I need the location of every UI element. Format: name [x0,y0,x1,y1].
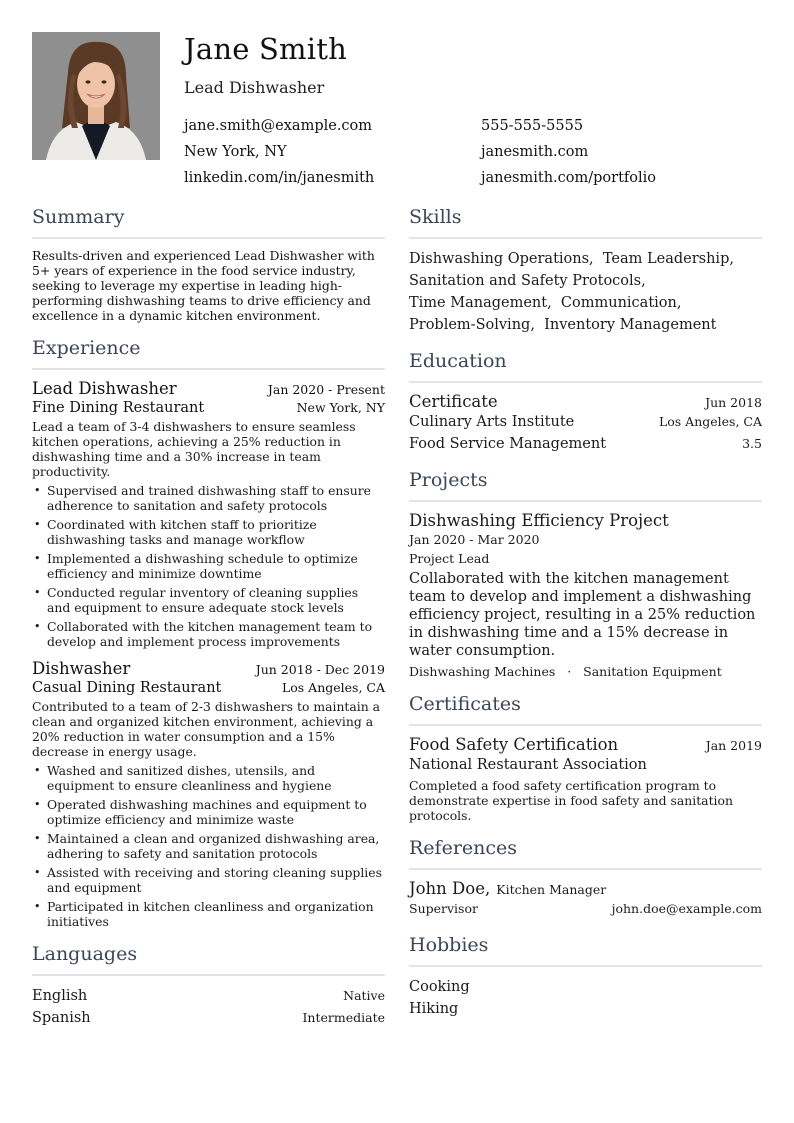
education-field: Food Service Management [409,436,607,452]
profile-photo-image [32,32,160,160]
job-company: Casual Dining Restaurant [32,680,222,696]
skill-item: Dishwashing Operations, [409,251,594,267]
language-row [32,1007,385,1029]
reference-role: Kitchen Manager [496,882,607,897]
languages-section [32,943,385,1029]
section-title-hobbies: Hobbies [409,934,762,967]
language-name: Spanish [32,1010,91,1026]
job-bullets [32,483,385,649]
job-bullet: • Collaborated with the kitchen management team to develop and implement process improvements [32,619,385,649]
education-location: Los Angeles, CA [658,414,762,429]
certificate-title: Food Safety Certification [409,735,619,754]
job-company: Fine Dining Restaurant [32,400,205,416]
left-column [32,206,385,1043]
job-bullet: • Participated in kitchen cleanliness and organization initiatives [32,899,385,929]
project-tag: Dishwashing Machines [409,664,556,679]
contact-left [184,113,374,191]
experience-section [32,337,385,929]
contact-location: New York, NY [184,144,287,160]
section-title-references: References [409,837,762,870]
education-section [409,350,762,455]
right-column [409,206,762,1034]
skill-item: Inventory Management [544,317,717,333]
job-bullet: • Coordinated with kitchen staff to prioritize dishwashing tasks and manage workflow [32,517,385,547]
skill-item: Time Management, [409,295,552,311]
job-description: Lead a team of 3-4 dishwashers to ensure seamless kitchen operations, achieving a 25% reduction in dishwashing time and a 30% increase in team productivity. [32,419,356,479]
project-tag: Sanitation Equipment [583,664,722,679]
certificate-date: Jan 2019 [705,738,762,753]
certificate-description: Completed a food safety certification program to demonstrate expertise in food safety and sanitation protocols. [409,778,733,823]
project-role: Project Lead [409,551,490,566]
skills-section [409,206,762,336]
job-bullet: • Conducted regular inventory of cleaning supplies and equipment to ensure adequate stock levels [32,585,385,615]
section-title-experience: Experience [32,337,385,370]
language-level: Intermediate [302,1010,385,1025]
job-bullet: • Washed and sanitized dishes, utensils, and equipment to ensure cleanliness and hygiene [32,763,385,793]
job-bullet: • Supervised and trained dishwashing staff to ensure adherence to sanitation and safety protocols [32,483,385,513]
job-description: Contributed to a team of 2-3 dishwashers to maintain a clean and organized kitchen environment, achieving a 20% reduction in water consumption and a 15% decrease in energy usage. [32,699,381,759]
contact-website[interactable]: janesmith.com [481,144,589,160]
project-description: Collaborated with the kitchen management team to develop and implement a dishwashing efficiency project, resulting in a 25% reduction in dishwashing time and a 15% decrease in water consumption. [409,571,756,659]
profile-photo [32,32,160,160]
skill-item: Sanitation and Safety Protocols, [409,273,646,289]
language-level: Native [343,988,385,1003]
section-title-summary: Summary [32,206,385,239]
contact-phone[interactable]: 555-555-5555 [481,118,584,134]
projects-section [409,469,762,679]
contact-portfolio[interactable]: janesmith.com/portfolio [481,170,657,186]
job-location: Los Angeles, CA [281,680,385,695]
reference-relation: Supervisor [409,901,478,916]
section-title-certificates: Certificates [409,693,762,726]
contact-right [481,113,656,191]
hobbies-section [409,934,762,1020]
education-gpa: 3.5 [742,436,762,451]
references-section [409,837,762,920]
job-location: New York, NY [296,400,385,415]
reference-email[interactable]: john.doe@example.com [611,901,762,916]
job-bullet: • Implemented a dishwashing schedule to optimize efficiency and minimize downtime [32,551,385,581]
job-bullet: • Operated dishwashing machines and equipment to optimize efficiency and minimize waste [32,797,385,827]
section-title-languages: Languages [32,943,385,976]
skill-item: Communication, [560,295,682,311]
hobby-item: Hiking [409,1001,459,1017]
job-title: Dishwasher [32,659,131,678]
section-title-education: Education [409,350,762,383]
education-date: Jun 2018 [705,395,762,410]
tag-separator: · [567,664,572,679]
project-dates: Jan 2020 - Mar 2020 [409,532,540,547]
certificate-issuer: National Restaurant Association [409,757,647,773]
skills-list [409,248,762,336]
job-dates: Jan 2020 - Present [267,382,385,397]
project-tags [409,664,762,679]
job-bullet: • Maintained a clean and organized dishwashing area, adhering to safety and sanitation protocols [32,831,385,861]
summary-section [32,206,385,323]
language-name: English [32,988,88,1004]
section-title-skills: Skills [409,206,762,239]
hobby-item: Cooking [409,979,470,995]
job-bullet: • Assisted with receiving and storing cleaning supplies and equipment [32,865,385,895]
job-dates: Jun 2018 - Dec 2019 [255,662,385,677]
candidate-title: Lead Dishwasher [184,78,325,97]
contact-linkedin[interactable]: linkedin.com/in/janesmith [184,170,375,186]
education-degree: Certificate [409,392,498,411]
candidate-name: Jane Smith [184,32,347,66]
education-school: Culinary Arts Institute [409,414,575,430]
job-entry [32,659,385,929]
job-bullets [32,763,385,929]
certificates-section [409,693,762,823]
contact-email[interactable]: jane.smith@example.com [184,118,373,134]
job-entry [32,379,385,649]
reference-name: John Doe, [409,879,491,898]
skill-item: Problem-Solving, [409,317,535,333]
skill-item: Team Leadership, [602,251,734,267]
language-row [32,985,385,1007]
job-title: Lead Dishwasher [32,379,177,398]
summary-text: Results-driven and experienced Lead Dishwasher with 5+ years of experience in the food service industry, seeking to leverage my expertise in leading high-performing dishwashing teams to drive efficiency and excellence in a dynamic kitchen environment. [32,248,375,323]
section-title-projects: Projects [409,469,762,502]
project-title: Dishwashing Efficiency Project [409,511,669,530]
